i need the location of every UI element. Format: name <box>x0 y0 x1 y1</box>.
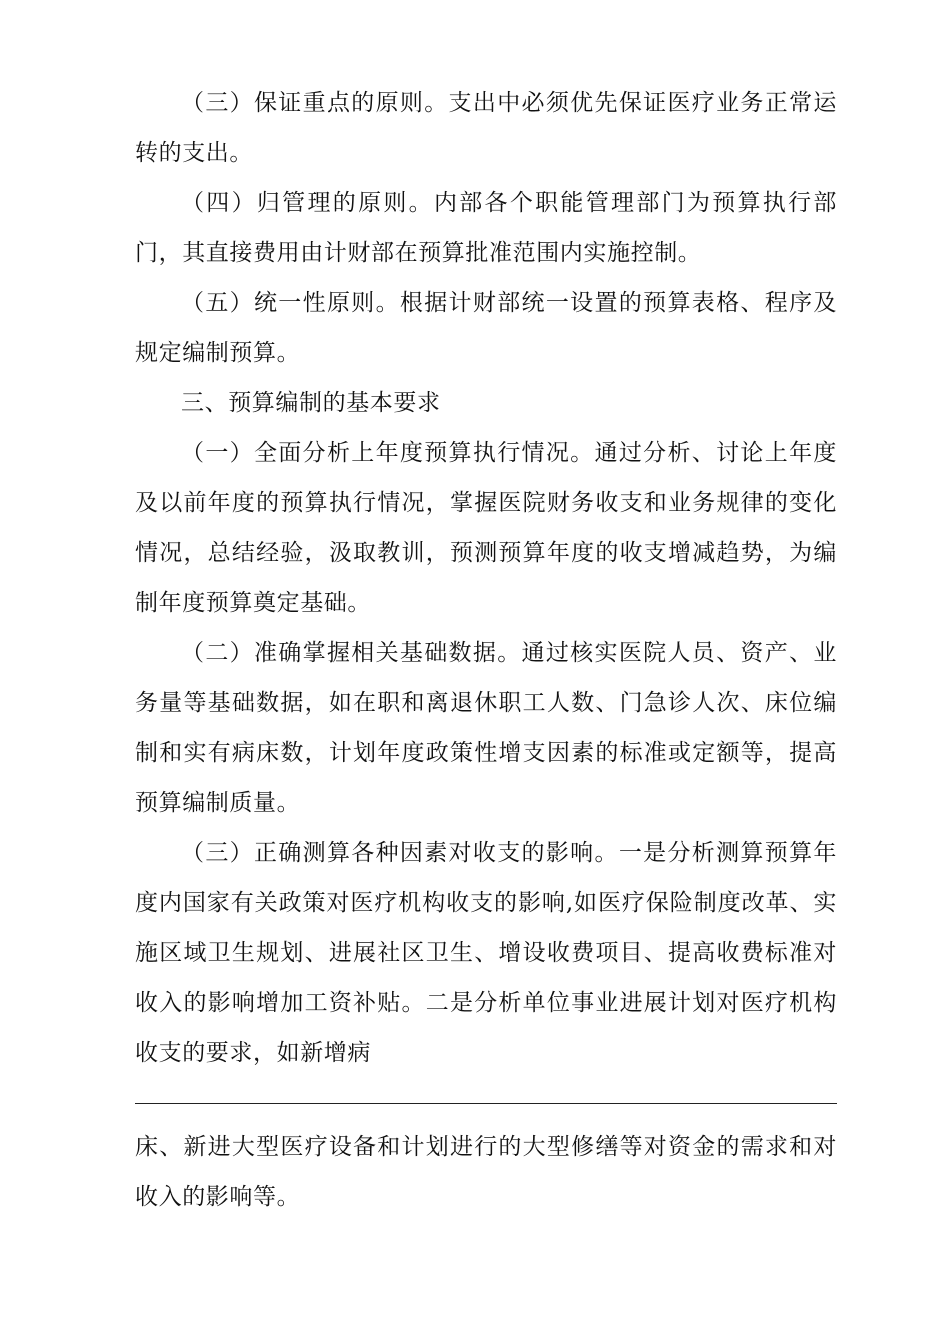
paragraph-principle-3: （三）保证重点的原则。支出中必须优先保证医疗业务正常运转的支出。 <box>135 90 837 166</box>
paragraph-requirement-1: （一）全面分析上年度预算执行情况。通过分析、讨论上年度及以前年度的预算执行情况，掌握医院财务收支和业务规律的变化情况，总结经验，汲取教训，预测预算年度的收支增减趋势，为编制年度预算奠定基础。 <box>135 440 837 616</box>
paragraph-requirement-3: （三）正确测算各种因素对收支的影响。一是分析测算预算年度内国家有关政策对医疗机构收支的影响,如医疗保险制度改革、实施区域卫生规划、进展社区卫生、增设收费项目、提高收费标准对收入的影响增加工资补贴。二是分析单位事业进展计划对医疗机构收支的要求，如新增病 <box>135 840 837 1066</box>
paragraph-principle-5: （五）统一性原则。根据计财部统一设置的预算表格、程序及规定编制预算。 <box>135 290 837 366</box>
paragraph-principle-4: （四）归管理的原则。内部各个职能管理部门为预算执行部门，其直接费用由计财部在预算批准范围内实施控制。 <box>135 190 837 266</box>
document-body <box>135 78 837 1078</box>
paragraph-requirement-2: （二）准确掌握相关基础数据。通过核实医院人员、资产、业务量等基础数据，如在职和离退休职工人数、门急诊人次、床位编制和实有病床数，计划年度政策性增支因素的标准或定额等，提高预算编制质量。 <box>135 640 837 816</box>
footnote-section <box>135 1122 837 1222</box>
section-heading-3: 三、预算编制的基本要求 <box>181 390 441 416</box>
horizontal-divider <box>135 1103 837 1104</box>
continuation-text: 床、新进大型医疗设备和计划进行的大型修缮等对资金的需求和对收入的影响等。 <box>135 1134 837 1210</box>
